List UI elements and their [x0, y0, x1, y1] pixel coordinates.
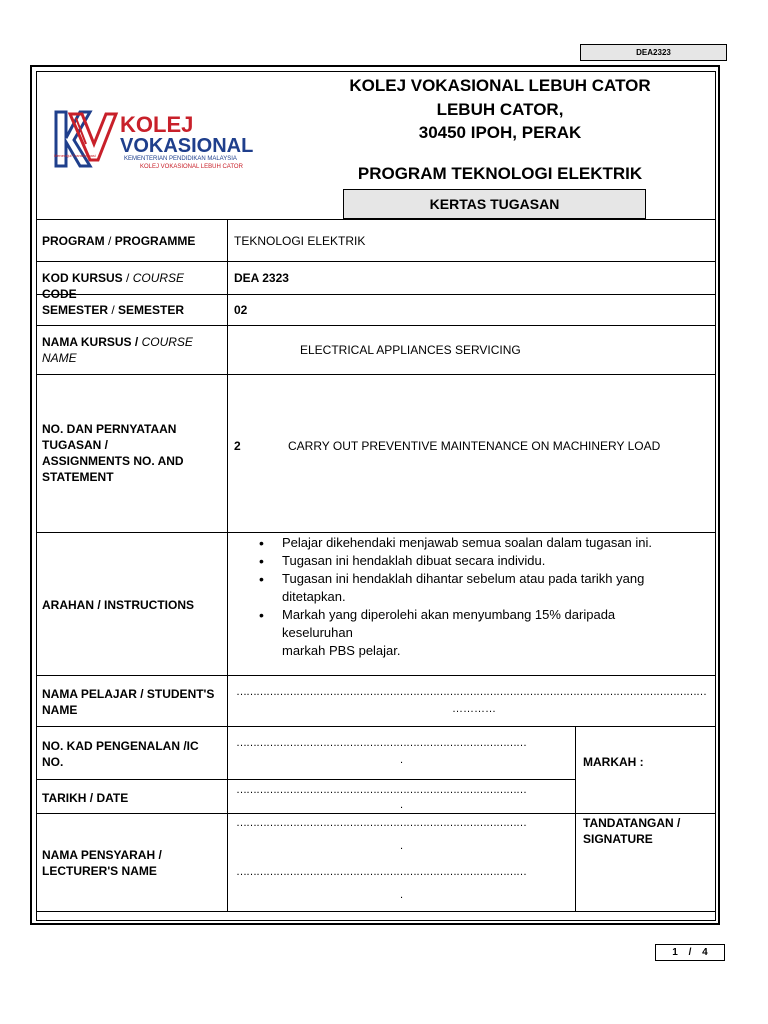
- assignment-statement: CARRY OUT PREVENTIVE MAINTENANCE ON MACHINERY LOAD: [288, 439, 661, 453]
- table-rule: [36, 911, 716, 912]
- lecturer-name-label: NAMA PENSYARAH / LECTURER'S NAME: [42, 848, 162, 878]
- student-name-field[interactable]: ……………………………………………………………………………………………………………………………: [236, 686, 706, 698]
- address-line-2: 30450 IPOH, PERAK: [418, 123, 582, 142]
- course-code-value: DEA 2323: [234, 271, 289, 285]
- list-item: • Tugasan ini hendaklah dihantar sebelum atau pada tarikh yang: [254, 570, 714, 588]
- logo-tagline: Menerajui Transformasi: [54, 153, 96, 158]
- college-name: KOLEJ VOKASIONAL LEBUH CATOR: [349, 76, 651, 95]
- ic-number-label: NO. KAD PENGENALAN /IC NO.: [42, 739, 199, 769]
- ic-number-field-tail: .: [400, 754, 404, 766]
- ic-number-field[interactable]: ……………………………………………………………………………: [236, 737, 526, 749]
- assignment-label: NO. DAN PERNYATAAN TUGASAN / ASSIGNMENTS NO. AND STATEMENT: [42, 422, 184, 484]
- program-value: TEKNOLOGI ELEKTRIK: [234, 234, 366, 248]
- paper-type-box: KERTAS TUGASAN: [343, 189, 646, 219]
- page-number: 1 / 4: [655, 944, 725, 961]
- college-logo: [52, 108, 282, 170]
- lecturer-name-field[interactable]: ……………………………………………………………………………: [236, 817, 526, 829]
- list-item-continuation: keseluruhan: [282, 625, 353, 640]
- table-rule: [36, 813, 716, 814]
- marks-label: MARKAH :: [583, 755, 644, 769]
- date-field[interactable]: ……………………………………………………………………………: [236, 784, 526, 796]
- address-line-1: LEBUH CATOR,: [436, 100, 564, 119]
- list-item-continuation: markah PBS pelajar.: [282, 643, 401, 658]
- semester-label: SEMESTER / SEMESTER: [42, 303, 185, 317]
- table-rule: [36, 374, 716, 375]
- table-rule: [36, 726, 716, 727]
- instructions-list: [254, 534, 714, 660]
- list-item: • Markah yang diperolehi akan menyumbang 15% daripada: [254, 606, 714, 624]
- course-name-value: ELECTRICAL APPLIANCES SERVICING: [300, 343, 521, 357]
- logo-word-kolej: KOLEJ: [120, 112, 194, 137]
- course-code-label: KOD KURSUS / COURSE CODE: [42, 271, 185, 301]
- logo-ministry: KEMENTERIAN PENDIDIKAN MALAYSIA: [124, 156, 237, 162]
- list-item: • Pelajar dikehendaki menjawab semua soalan dalam tugasan ini.: [254, 534, 714, 552]
- list-item: • Tugasan ini hendaklah dibuat secara individu.: [254, 552, 714, 570]
- table-rule: [36, 532, 716, 533]
- student-name-field-tail: …………: [452, 703, 496, 715]
- signature-label: TANDATANGAN / SIGNATURE: [583, 816, 681, 846]
- logo-word-vokasional: VOKASIONAL: [120, 135, 254, 157]
- lecturer-signature-field-tail: .: [400, 889, 404, 901]
- program-title: PROGRAM TEKNOLOGI ELEKTRIK: [357, 164, 643, 183]
- document-code: DEA2323: [580, 44, 727, 61]
- table-column-rule: [227, 219, 228, 911]
- instructions-label: ARAHAN / INSTRUCTIONS: [42, 598, 194, 612]
- logo-campus: KOLEJ VOKASIONAL LEBUH CATOR: [140, 164, 243, 170]
- table-rule: [36, 219, 716, 220]
- table-rule: [36, 261, 716, 262]
- assignment-number: 2: [234, 439, 241, 453]
- semester-value: 02: [234, 303, 248, 317]
- date-label: TARIKH / DATE: [42, 791, 129, 805]
- lecturer-signature-field[interactable]: ……………………………………………………………………………: [236, 866, 526, 878]
- student-name-label: NAMA PELAJAR / STUDENT'S NAME: [42, 687, 215, 717]
- table-rule: [36, 779, 576, 780]
- course-name-label: NAMA KURSUS / COURSE NAME: [42, 335, 193, 365]
- table-column-rule: [575, 726, 576, 911]
- date-field-tail: .: [400, 799, 404, 811]
- table-rule: [36, 675, 716, 676]
- table-rule: [36, 325, 716, 326]
- list-item-continuation: ditetapkan.: [282, 589, 346, 604]
- program-label: PROGRAM / PROGRAMME: [42, 234, 196, 248]
- lecturer-name-field-tail: .: [400, 840, 404, 852]
